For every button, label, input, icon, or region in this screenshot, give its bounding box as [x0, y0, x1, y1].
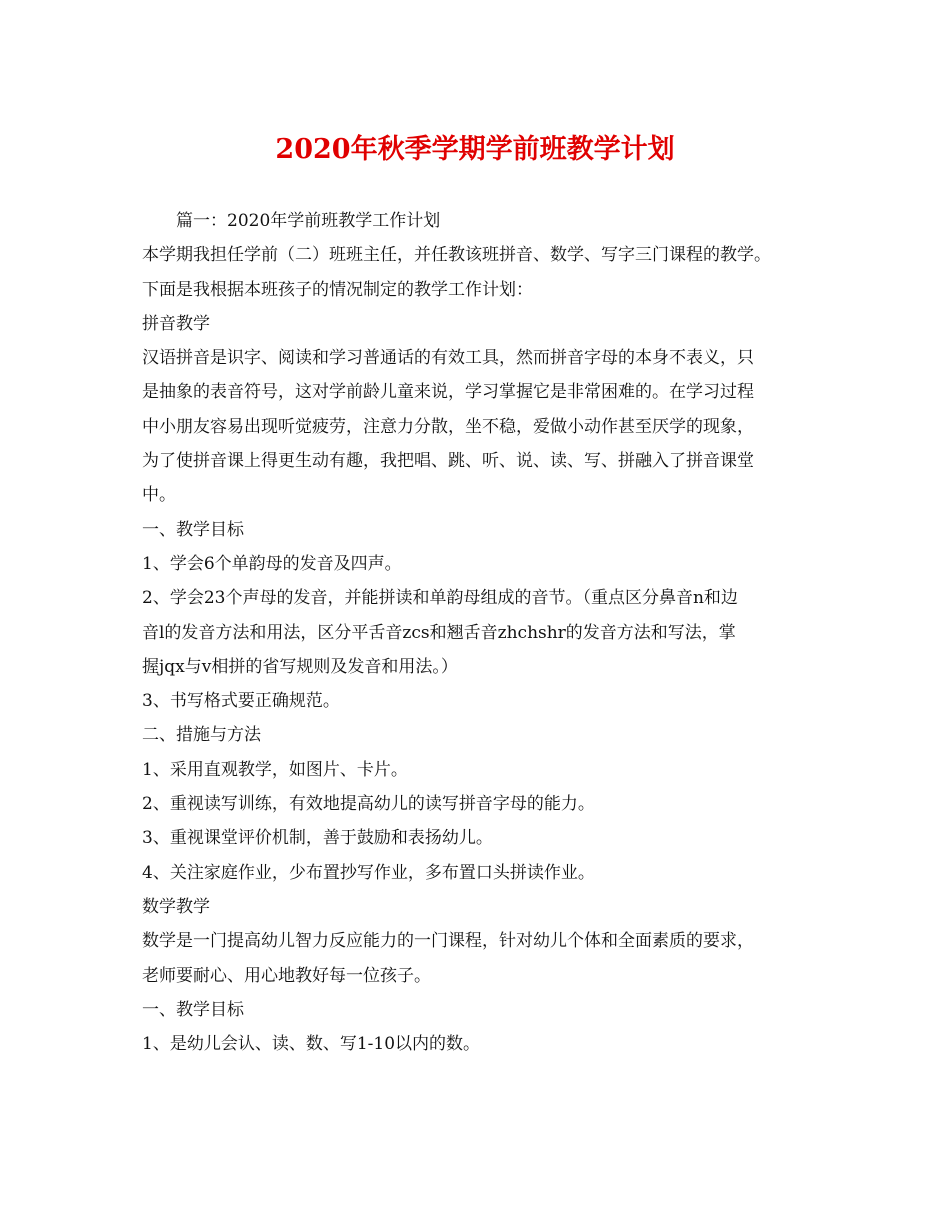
body-line-heading: 一、教学目标	[142, 519, 244, 540]
body-line-heading: 一、教学目标	[142, 999, 244, 1020]
body-line: 音l的发音方法和用法，区分平舌音zcs和翘舌音zhchshr的发音方法和写法，掌	[142, 622, 736, 643]
body-line: 握jqx与v相拼的省写规则及发音和用法。）	[142, 656, 458, 677]
body-line: 本学期我担任学前（二）班班主任，并任教该班拼音、数学、写字三门课程的教学。	[142, 245, 771, 266]
body-line-subject-heading: 拼音教学	[142, 313, 210, 334]
body-line-list-item: 1、采用直观教学，如图片、卡片。	[142, 759, 408, 780]
body-line-list-item: 2、重视读写训练，有效地提高幼儿的读写拼音字母的能力。	[142, 794, 595, 815]
body-line: 中小朋友容易出现听觉疲劳，注意力分散，坐不稳，爱做小动作甚至厌学的现象，	[142, 416, 754, 437]
document-body	[142, 204, 832, 1061]
body-line-list-item: 1、学会6个单韵母的发音及四声。	[142, 553, 402, 574]
document-title: 2020年秋季学期学前班教学计划	[275, 134, 675, 165]
body-line: 下面是我根据本班孩子的情况制定的教学工作计划：	[142, 279, 533, 300]
body-line-list-item: 3、重视课堂评价机制，善于鼓励和表扬幼儿。	[142, 828, 493, 849]
body-line-subject-heading: 数学教学	[142, 896, 210, 917]
body-line: 是抽象的表音符号，这对学前龄儿童来说，学习掌握它是非常困难的。在学习过程	[142, 382, 754, 403]
body-line: 为了使拼音课上得更生动有趣，我把唱、跳、听、说、读、写、拼融入了拼音课堂	[142, 451, 754, 472]
body-line-list-item: 3、书写格式要正确规范。	[142, 691, 340, 712]
body-line-heading: 二、措施与方法	[142, 725, 261, 746]
body-line: 老师要耐心、用心地教好每一位孩子。	[142, 965, 431, 986]
body-line: 数学是一门提高幼儿智力反应能力的一门课程，针对幼儿个体和全面素质的要求，	[142, 931, 754, 952]
body-line: 汉语拼音是识字、阅读和学习普通话的有效工具，然而拼音字母的本身不表义，只	[142, 348, 754, 369]
body-line-list-item: 1、是幼儿会认、读、数、写1-10以内的数。	[142, 1034, 481, 1055]
body-line-list-item: 4、关注家庭作业，少布置抄写作业，多布置口头拼读作业。	[142, 862, 595, 883]
body-line: 中。	[142, 485, 176, 506]
body-line-list-item: 2、学会23个声母的发音，并能拼读和单韵母组成的音节。（重点区分鼻音n和边	[142, 588, 738, 609]
body-line-section-heading: 篇一：2020年学前班教学工作计划	[176, 211, 441, 231]
